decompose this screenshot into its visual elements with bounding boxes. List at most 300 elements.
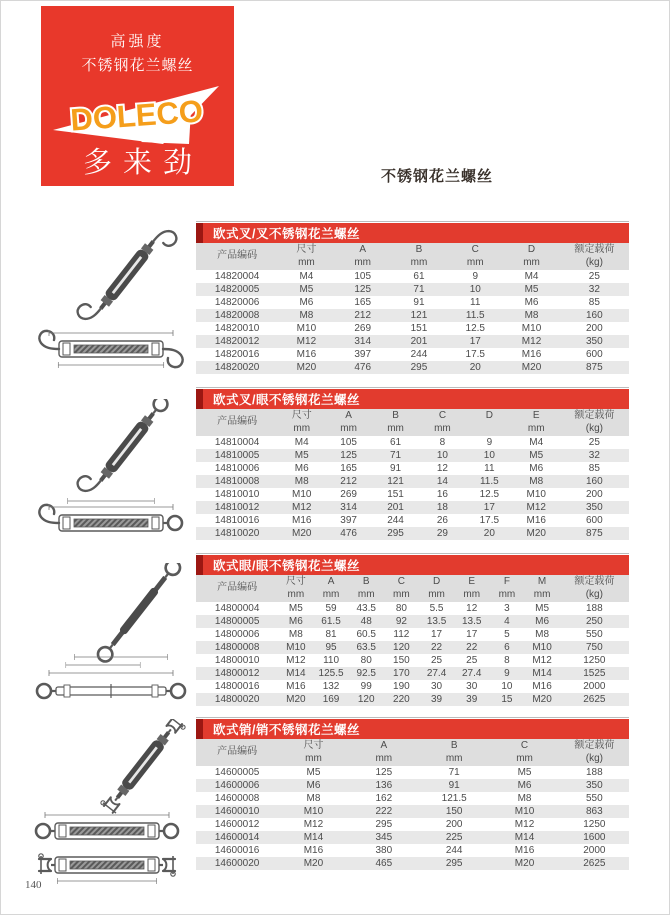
header-row	[196, 409, 629, 436]
table-cell: 212	[340, 476, 357, 487]
table-cell: 2000	[583, 681, 606, 692]
table-cell: 14600006	[214, 780, 260, 791]
column-header: B mm	[349, 575, 384, 602]
table-cell: M20	[532, 694, 552, 705]
table-cell: 39	[430, 694, 443, 705]
table-cell: 9	[472, 271, 479, 282]
turnbuckle-drawing	[39, 330, 182, 368]
table-cell: 875	[586, 528, 603, 539]
column-header: C mm	[447, 243, 503, 270]
table-cell: M5	[294, 450, 309, 461]
table-row	[196, 615, 629, 628]
table-cell: 125	[375, 767, 393, 778]
header-row	[196, 243, 629, 270]
table-cell: 91	[413, 297, 425, 308]
table-cell: 350	[586, 502, 603, 513]
table-cell: 465	[375, 858, 393, 869]
table-cell: 17	[483, 502, 495, 513]
table-cell: 80	[395, 603, 407, 614]
column-header: F mm	[489, 575, 524, 602]
table-cell: 11	[484, 463, 495, 474]
table-cell: 85	[588, 297, 600, 308]
table-cell: 9	[504, 668, 510, 679]
table-cell: 345	[375, 832, 393, 843]
table-cell: M8	[535, 629, 550, 640]
table-cell: 61	[389, 437, 402, 448]
table-cell: 17.5	[479, 515, 500, 526]
spec-table	[196, 243, 629, 374]
table-cell: 380	[375, 845, 393, 856]
table-cell: 14	[436, 476, 448, 487]
header-bar-notch	[196, 719, 203, 739]
table-cell: 25	[466, 655, 478, 666]
turnbuckle-drawing	[37, 654, 185, 698]
table-cell: 71	[389, 450, 402, 461]
turnbuckle-photo	[75, 229, 179, 335]
column-header: D	[466, 409, 513, 436]
table-header-bar	[196, 555, 629, 575]
table-cell: 14810020	[214, 528, 260, 539]
table-cell: 14810006	[214, 463, 260, 474]
table-cell: 14820008	[214, 310, 260, 321]
table-cell: M5	[306, 767, 321, 778]
table-cell: 201	[387, 502, 404, 513]
table-cell: 30	[466, 681, 478, 692]
table-cell: 188	[586, 767, 603, 778]
table-cell: M6	[288, 616, 303, 627]
table-row	[196, 488, 629, 501]
table-cell: M12	[526, 502, 546, 513]
table-cell: 151	[387, 489, 404, 500]
table-cell: 201	[410, 336, 428, 347]
table-cell: M5	[535, 603, 550, 614]
table-cell: 14800008	[214, 642, 260, 653]
table-cell: 91	[448, 780, 460, 791]
column-header: 额定载荷 (kg)	[560, 243, 629, 270]
header-bar-notch	[196, 389, 203, 409]
eye-eye-turnbuckle-figure	[21, 563, 195, 729]
column-header: D mm	[503, 243, 559, 270]
table-row	[196, 348, 629, 361]
table-cell: 250	[585, 616, 603, 627]
table-cell: 600	[585, 349, 603, 360]
hook-hook-turnbuckle-figure	[23, 229, 195, 379]
table-cell: M16	[521, 349, 542, 360]
table-cell: M8	[529, 476, 544, 487]
table-cell: 9	[486, 437, 493, 448]
table-cell: M16	[296, 349, 317, 360]
table-cell: 120	[393, 642, 410, 653]
table-cell: 14820016	[214, 349, 260, 360]
doleco-logo	[41, 84, 234, 146]
table-row	[196, 361, 629, 374]
table-cell: 14800012	[214, 668, 260, 679]
table-cell: 27.4	[426, 668, 447, 679]
table-cell: M10	[514, 806, 535, 817]
table-cell: 269	[340, 489, 357, 500]
table-title: 欧式叉/叉不锈钢花兰螺丝	[213, 227, 360, 241]
table-cell: 10	[501, 681, 513, 692]
table-cell: 5.5	[429, 603, 444, 614]
table-cell: 32	[588, 450, 600, 461]
table-cell: 14810005	[214, 450, 260, 461]
table-cell: 160	[585, 310, 603, 321]
table-cell: M20	[286, 694, 306, 705]
table-cell: M20	[521, 362, 542, 373]
table-cell: 15	[501, 694, 513, 705]
column-header: 尺寸 mm	[278, 409, 325, 436]
table-cell: 190	[393, 681, 410, 692]
table-cell: M10	[296, 323, 317, 334]
table-cell: M12	[514, 819, 535, 830]
table-cell: 61.5	[321, 616, 341, 627]
column-header: 额定载荷 (kg)	[560, 739, 629, 766]
table-cell: M6	[529, 463, 544, 474]
table-cell: M12	[296, 336, 317, 347]
table-cell: 110	[323, 655, 340, 666]
brand-chinese-name: 多来劲	[82, 147, 203, 179]
table-cell: 150	[445, 806, 463, 817]
table-cell: 314	[340, 502, 357, 513]
table-cell: 165	[354, 297, 372, 308]
table-cell: M14	[514, 832, 535, 843]
column-header: B mm	[372, 409, 419, 436]
table-cell: 600	[586, 515, 603, 526]
table-cell: 11.5	[479, 476, 499, 487]
column-header: C mm	[419, 409, 466, 436]
table-cell: M5	[529, 450, 544, 461]
table-cell: 188	[585, 603, 603, 614]
table-cell: 350	[586, 780, 603, 791]
table-cell: 105	[354, 271, 372, 282]
table-cell: 4	[504, 616, 510, 627]
table-cell: 14600005	[214, 767, 260, 778]
table-cell: 17	[430, 629, 443, 640]
table-cell: 225	[445, 832, 463, 843]
table-cell: M4	[294, 437, 309, 448]
table-cell: 151	[410, 323, 428, 334]
column-header: M mm	[524, 575, 559, 602]
table-cell: 105	[340, 437, 357, 448]
column-header: 额定载荷 (kg)	[560, 409, 629, 436]
table-row	[196, 792, 629, 805]
table-cell: M10	[532, 642, 552, 653]
turnbuckle-photo	[100, 719, 186, 816]
table-cell: 10	[436, 450, 448, 461]
table-cell: M14	[303, 832, 324, 843]
table-cell: 244	[445, 845, 463, 856]
page-title: 不锈钢花兰螺丝	[381, 168, 494, 185]
table-cell: 244	[387, 515, 404, 526]
table-cell: 295	[445, 858, 463, 869]
table-cell: 81	[325, 629, 337, 640]
table-cell: 20	[469, 362, 481, 373]
table-cell: M12	[291, 502, 312, 513]
table-title: 欧式销/销不锈钢花兰螺丝	[213, 723, 360, 737]
table-cell: 11	[470, 297, 481, 308]
table-cell: 295	[375, 819, 393, 830]
table-cell: M20	[303, 858, 324, 869]
table-cell: 14810016	[214, 515, 260, 526]
table-cell: 22	[430, 642, 443, 653]
table-cell: M4	[529, 437, 544, 448]
table-cell: 200	[445, 819, 463, 830]
table-cell: M20	[514, 858, 535, 869]
table-cell: M20	[526, 528, 546, 539]
banner-line1: 高强度	[110, 33, 165, 50]
table-title: 欧式眼/眼不锈钢花兰螺丝	[213, 559, 360, 573]
table-cell: 6	[504, 642, 510, 653]
table-cell: 397	[354, 349, 372, 360]
table-cell: 17	[466, 629, 478, 640]
table-cell: M4	[524, 271, 539, 282]
brand-wordmark: DOLECO	[69, 93, 205, 138]
column-header: 额定载荷 (kg)	[560, 575, 629, 602]
column-header: C mm	[384, 575, 419, 602]
table-cell: 269	[354, 323, 372, 334]
table-cell: 14800016	[214, 681, 260, 692]
table-cell: 1525	[583, 668, 606, 679]
table-row	[196, 680, 629, 693]
table-row	[196, 818, 629, 831]
turnbuckle-drawing	[39, 498, 182, 531]
table-cell: 85	[588, 463, 600, 474]
table-cell: 200	[585, 323, 603, 334]
table-cell: 22	[466, 642, 478, 653]
table-cell: M12	[286, 655, 306, 666]
column-header: B mm	[391, 243, 447, 270]
hook-eye-turnbuckle-figure	[23, 399, 195, 551]
table-cell: 29	[436, 528, 448, 539]
column-header: 产品编码	[196, 243, 278, 270]
table-cell: M12	[303, 819, 324, 830]
table-cell: 14600008	[214, 793, 260, 804]
table-cell: 63.5	[356, 642, 376, 653]
table-cell: 12	[436, 463, 448, 474]
table-row	[196, 857, 629, 870]
table-cell: 12	[466, 603, 478, 614]
table-cell: 125	[354, 284, 372, 295]
table-row	[196, 831, 629, 844]
table-cell: M16	[526, 515, 546, 526]
table-cell: 200	[586, 489, 603, 500]
table-row	[196, 436, 629, 449]
table-section-eye-eye	[196, 553, 629, 706]
column-header: 尺寸 mm	[278, 243, 334, 270]
table-cell: 14800010	[214, 655, 260, 666]
table-cell: 32	[588, 284, 600, 295]
table-header-bar	[196, 719, 629, 739]
table-row	[196, 309, 629, 322]
table-cell: M16	[291, 515, 312, 526]
table-cell: M5	[299, 284, 314, 295]
table-cell: 170	[393, 668, 410, 679]
table-row	[196, 527, 629, 540]
table-cell: 80	[360, 655, 372, 666]
table-cell: M4	[299, 271, 314, 282]
table-cell: 13.5	[426, 616, 447, 627]
table-row	[196, 628, 629, 641]
table-cell: 350	[585, 336, 603, 347]
table-cell: 14800004	[214, 603, 260, 614]
table-row	[196, 667, 629, 680]
turnbuckle-drawing-2	[39, 854, 175, 884]
table-cell: M6	[306, 780, 321, 791]
table-cell: 295	[410, 362, 428, 373]
table-cell: 121.5	[441, 793, 467, 804]
table-cell: 99	[360, 681, 372, 692]
column-header: D mm	[419, 575, 454, 602]
table-row	[196, 844, 629, 857]
table-cell: 30	[430, 681, 443, 692]
column-header: 尺寸 mm	[278, 575, 313, 602]
table-cell: 1600	[583, 832, 606, 843]
table-cell: 132	[322, 681, 340, 692]
table-cell: 244	[410, 349, 428, 360]
table-row	[196, 475, 629, 488]
table-cell: 25	[588, 271, 600, 282]
table-cell: 60.5	[356, 629, 376, 640]
table-section-fork-fork	[196, 221, 629, 374]
table-cell: 16	[436, 489, 448, 500]
table-cell: 14810012	[214, 502, 260, 513]
table-cell: M20	[296, 362, 317, 373]
table-cell: 12.5	[479, 489, 500, 500]
table-cell: 1250	[583, 655, 606, 666]
table-cell: M8	[294, 476, 309, 487]
table-cell: 162	[375, 793, 393, 804]
column-header: 产品编码	[196, 575, 278, 602]
table-cell: 92.5	[356, 668, 376, 679]
table-cell: 18	[436, 502, 448, 513]
table-cell: 550	[585, 629, 603, 640]
table-cell: 71	[448, 767, 460, 778]
table-cell: 14600014	[214, 832, 260, 843]
table-cell: 476	[340, 528, 357, 539]
table-cell: 750	[585, 642, 603, 653]
table-cell: 43.5	[356, 603, 376, 614]
column-header: C mm	[489, 739, 559, 766]
table-cell: 95	[325, 642, 337, 653]
table-cell: M10	[291, 489, 312, 500]
table-row	[196, 449, 629, 462]
table-cell: M14	[532, 668, 552, 679]
table-cell: 10	[483, 450, 495, 461]
column-header: B mm	[419, 739, 489, 766]
column-header: A mm	[313, 575, 348, 602]
table-cell: 13.5	[461, 616, 482, 627]
table-cell: 14600020	[214, 858, 260, 869]
table-row	[196, 766, 629, 779]
table-cell: 160	[586, 476, 603, 487]
table-cell: 25	[430, 655, 443, 666]
table-cell: M6	[299, 297, 314, 308]
table-cell: 14600016	[214, 845, 260, 856]
table-cell: 150	[393, 655, 410, 666]
table-cell: M8	[299, 310, 314, 321]
table-cell: 397	[340, 515, 357, 526]
table-cell: M6	[535, 616, 550, 627]
table-cell: 136	[375, 780, 393, 791]
table-cell: 550	[586, 793, 603, 804]
page-number: 140	[25, 879, 42, 891]
table-cell: 8	[504, 655, 510, 666]
table-row	[196, 462, 629, 475]
table-cell: 71	[413, 284, 425, 295]
table-cell: 25	[588, 437, 600, 448]
table-cell: M20	[291, 528, 312, 539]
table-cell: 10	[469, 284, 481, 295]
table-cell: 39	[466, 694, 478, 705]
table-cell: 14820010	[214, 323, 260, 334]
table-cell: 11.5	[465, 310, 485, 321]
table-cell: 5	[504, 629, 510, 640]
table-cell: 14820006	[214, 297, 260, 308]
turnbuckle-photo	[95, 563, 183, 664]
column-header: E mm	[454, 575, 489, 602]
table-header-bar	[196, 223, 629, 243]
banner-line2: 不锈钢花兰螺丝	[81, 57, 194, 74]
table-cell: M8	[524, 310, 539, 321]
table-row	[196, 779, 629, 792]
column-header: 尺寸 mm	[278, 739, 348, 766]
table-cell: M6	[294, 463, 309, 474]
table-cell: M8	[288, 629, 303, 640]
table-row	[196, 270, 629, 283]
table-cell: M10	[286, 642, 306, 653]
table-cell: M16	[514, 845, 535, 856]
table-cell: 14800005	[214, 616, 260, 627]
table-cell: 125	[340, 450, 357, 461]
spec-table	[196, 575, 629, 706]
table-cell: 2625	[583, 858, 606, 869]
table-cell: 8	[439, 437, 446, 448]
spec-table	[196, 739, 629, 870]
table-cell: 61	[413, 271, 425, 282]
table-cell: 92	[395, 616, 407, 627]
table-cell: 27.4	[461, 668, 482, 679]
table-row	[196, 641, 629, 654]
table-cell: M8	[306, 793, 321, 804]
header-row	[196, 575, 629, 602]
table-row	[196, 322, 629, 335]
table-cell: 212	[354, 310, 372, 321]
table-row	[196, 501, 629, 514]
table-cell: 20	[483, 528, 495, 539]
table-cell: 14820005	[214, 284, 260, 295]
table-cell: 2625	[583, 694, 606, 705]
table-cell: M12	[521, 336, 542, 347]
column-header: E mm	[513, 409, 560, 436]
table-section-pin-pin	[196, 717, 629, 870]
table-row	[196, 335, 629, 348]
brand-banner	[41, 6, 234, 186]
table-cell: M8	[517, 793, 532, 804]
table-cell: 120	[357, 694, 375, 705]
table-cell: 121	[410, 310, 428, 321]
table-cell: 14600010	[214, 806, 260, 817]
table-cell: 14810008	[214, 476, 260, 487]
table-cell: 14800020	[214, 694, 260, 705]
table-cell: 121	[387, 476, 404, 487]
table-cell: 112	[393, 629, 410, 640]
table-cell: 169	[322, 694, 340, 705]
table-cell: M5	[524, 284, 539, 295]
table-cell: 863	[586, 806, 603, 817]
table-cell: 48	[360, 616, 372, 627]
table-row	[196, 296, 629, 309]
table-cell: M6	[517, 780, 532, 791]
